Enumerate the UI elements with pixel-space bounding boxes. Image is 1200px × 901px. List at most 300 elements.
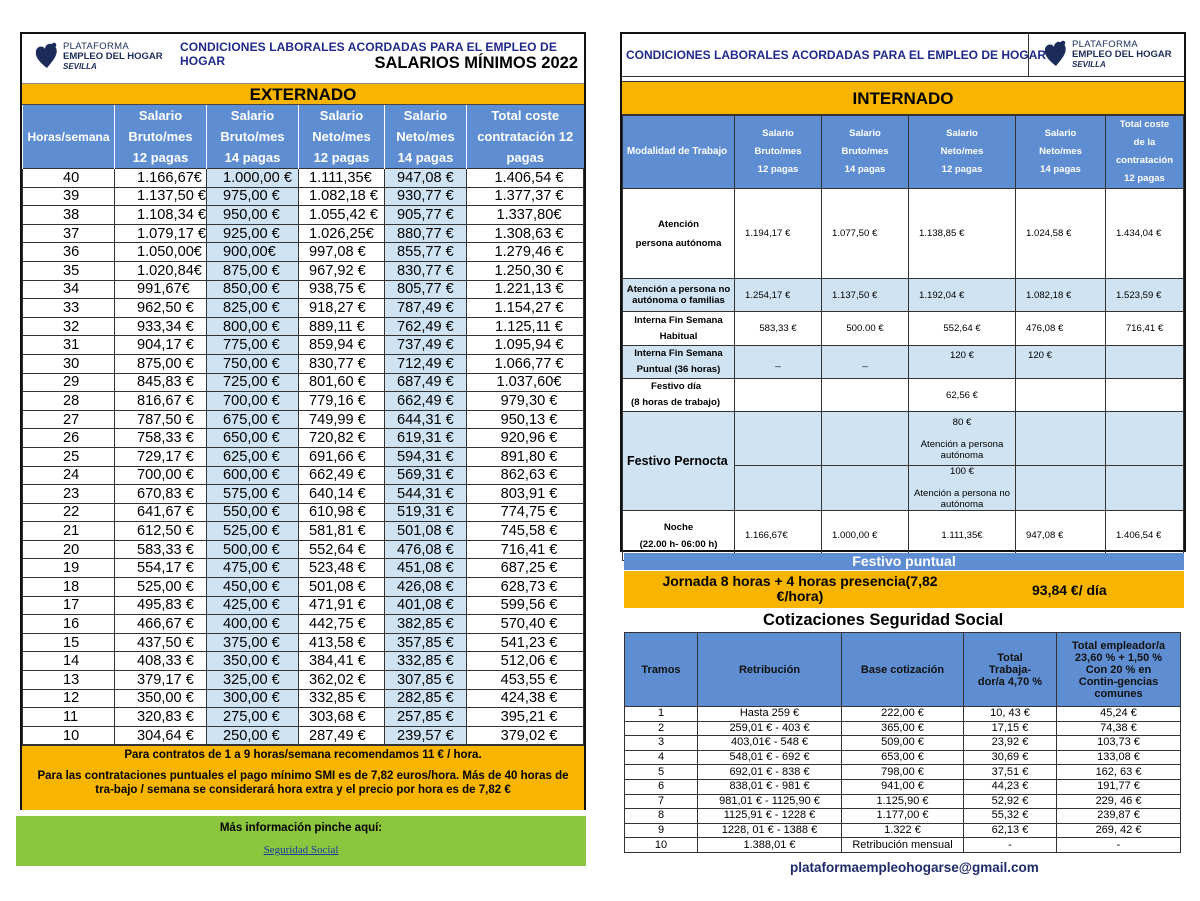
heart-logo-icon — [34, 42, 60, 70]
right-doc-title: CONDICIONES LABORALES ACORDADAS PARA EL EMPLEO DE HOGAR — [626, 48, 1047, 62]
table-row — [625, 838, 1181, 853]
value-cell: 991,67€ — [115, 280, 207, 299]
value-cell: 825,00 € — [206, 299, 298, 318]
value-cell: 320,83 € — [115, 708, 207, 727]
hours-cell: 13 — [23, 671, 115, 690]
value-cell: Hasta 259 € — [698, 707, 842, 722]
logo-line3: SEVILLA — [1072, 60, 1106, 69]
value-cell: 838,01 € - 981 € — [698, 779, 842, 794]
cell — [735, 466, 822, 511]
value-cell: 737,49 € — [384, 336, 466, 355]
col-trabajador: Total Trabaja-dor/a 4,70 % — [964, 633, 1057, 707]
table-row — [23, 261, 584, 280]
hours-cell: 27 — [23, 410, 115, 429]
value-cell: 350,00 € — [206, 652, 298, 671]
value-cell: 644,31 € — [384, 410, 466, 429]
value-cell: 453,55 € — [466, 671, 583, 690]
table-row — [625, 779, 1181, 794]
value-cell: 594,31 € — [384, 447, 466, 466]
value-cell: 403,01€ - 548 € — [698, 736, 842, 751]
more-info-title: Más información pinche aquí: — [219, 822, 383, 834]
value-cell: 162, 63 € — [1057, 765, 1181, 780]
value-cell: 1.406,54 € — [466, 169, 583, 188]
value-cell: 845,83 € — [115, 373, 207, 392]
value-cell: 45,24 € — [1057, 707, 1181, 722]
table-row — [23, 559, 584, 578]
value-cell: 725,00 € — [206, 373, 298, 392]
cell: 1.082,18 € — [1016, 279, 1106, 312]
value-cell: 523,48 € — [298, 559, 384, 578]
internado-panel — [620, 32, 1186, 552]
value-cell: 716,41 € — [466, 540, 583, 559]
value-cell: 55,32 € — [964, 809, 1057, 824]
logo-line3: SEVILLA — [63, 62, 97, 71]
cell: 947,08 € — [1016, 511, 1106, 561]
value-cell: 476,08 € — [384, 540, 466, 559]
value-cell: 619,31 € — [384, 429, 466, 448]
hours-cell: 30 — [23, 354, 115, 373]
hours-cell: 16 — [23, 615, 115, 634]
value-cell: 787,49 € — [384, 299, 466, 318]
value-cell: 1.055,42 € — [298, 206, 384, 225]
hours-cell: 19 — [23, 559, 115, 578]
value-cell: 1.066,77 € — [466, 354, 583, 373]
value-cell: 475,00 € — [206, 559, 298, 578]
value-cell: 670,83 € — [115, 485, 207, 504]
value-cell: 816,67 € — [115, 392, 207, 411]
value-cell: 442,75 € — [298, 615, 384, 634]
value-cell: 44,23 € — [964, 779, 1057, 794]
value-cell: 641,67 € — [115, 503, 207, 522]
value-cell: 525,00 € — [115, 578, 207, 597]
value-cell: 905,77 € — [384, 206, 466, 225]
value-cell: 357,85 € — [384, 633, 466, 652]
value-cell: 1.125,90 € — [842, 794, 964, 809]
value-cell: 500,00 € — [206, 540, 298, 559]
value-cell: 1.000,00 € — [206, 169, 298, 188]
value-cell: 830,77 € — [384, 261, 466, 280]
tramo-cell: 1 — [625, 707, 698, 722]
table-row — [625, 721, 1181, 736]
value-cell: 501,08 € — [298, 578, 384, 597]
value-cell: 774,75 € — [466, 503, 583, 522]
value-cell: 625,00 € — [206, 447, 298, 466]
note-smi: Para las contrataciones puntuales el pago mínimo SMI es de 7,82 euros/hora. Más de 40 horas de tra-bajo / semana se considerará hora extra y el precio por hora es de 7,82 € — [37, 770, 569, 797]
value-cell: 1.322 € — [842, 823, 964, 838]
value-cell: 1.037,60€ — [466, 373, 583, 392]
cell — [1016, 412, 1106, 466]
value-cell: 750,00 € — [206, 354, 298, 373]
value-cell: 548,01 € - 692 € — [698, 750, 842, 765]
table-row — [23, 615, 584, 634]
value-cell: 575,00 € — [206, 485, 298, 504]
cell: 62,56 € — [909, 379, 1016, 412]
value-cell: 1.111,35€ — [298, 169, 384, 188]
value-cell: 451,08 € — [384, 559, 466, 578]
value-cell: 1.377,37 € — [466, 187, 583, 206]
row-fin-semana-habitual — [623, 312, 1184, 346]
value-cell: 975,00 € — [206, 187, 298, 206]
table-row — [23, 726, 584, 745]
cell — [1016, 466, 1106, 511]
row-fin-semana-puntual — [623, 346, 1184, 379]
value-cell: 600,00 € — [206, 466, 298, 485]
value-cell: 947,08 € — [384, 169, 466, 188]
cell — [1106, 379, 1184, 412]
festivo-pernocta-label: Festivo Pernocta — [623, 412, 735, 511]
value-cell: 1.177,00 € — [842, 809, 964, 824]
table-row — [625, 809, 1181, 824]
right-logo-box — [1028, 34, 1184, 76]
value-cell: 1.279,46 € — [466, 243, 583, 262]
table-row — [23, 447, 584, 466]
value-cell: 425,00 € — [206, 596, 298, 615]
col-neto-14: Salario Neto/mes 14 pagas — [384, 105, 466, 169]
value-cell: 979,30 € — [466, 392, 583, 411]
value-cell: 307,85 € — [384, 671, 466, 690]
col-retribucion: Retribución — [698, 633, 842, 707]
value-cell: 830,77 € — [298, 354, 384, 373]
hours-cell: 34 — [23, 280, 115, 299]
plataforma-logo — [34, 42, 163, 72]
table-row — [23, 373, 584, 392]
value-cell: 889,11 € — [298, 317, 384, 336]
hours-cell: 14 — [23, 652, 115, 671]
plataforma-logo — [1043, 40, 1172, 70]
value-cell: 1.166,67€ — [115, 169, 207, 188]
table-row — [625, 750, 1181, 765]
hours-cell: 37 — [23, 224, 115, 243]
cell: 1.138,85 € — [909, 189, 1016, 279]
value-cell: 1.137,50 € — [115, 187, 207, 206]
value-cell: 282,85 € — [384, 689, 466, 708]
value-cell: 544,31 € — [384, 485, 466, 504]
value-cell: 554,17 € — [115, 559, 207, 578]
value-cell: 720,82 € — [298, 429, 384, 448]
hours-cell: 23 — [23, 485, 115, 504]
value-cell: 426,08 € — [384, 578, 466, 597]
value-cell: 400,00 € — [206, 615, 298, 634]
value-cell: 962,50 € — [115, 299, 207, 318]
value-cell: 675,00 € — [206, 410, 298, 429]
hours-cell: 12 — [23, 689, 115, 708]
cell: _ — [735, 346, 822, 379]
value-cell: 1.154,27 € — [466, 299, 583, 318]
more-info-box — [16, 816, 586, 866]
externado-note — [22, 745, 584, 810]
value-cell: 1.388,01 € — [698, 838, 842, 853]
value-cell: 30,69 € — [964, 750, 1057, 765]
table-row — [23, 633, 584, 652]
hours-cell: 18 — [23, 578, 115, 597]
value-cell: 62,13 € — [964, 823, 1057, 838]
value-cell: 275,00 € — [206, 708, 298, 727]
hours-cell: 25 — [23, 447, 115, 466]
table-row — [23, 206, 584, 225]
value-cell: 880,77 € — [384, 224, 466, 243]
row-atencion-no-autonoma — [623, 279, 1184, 312]
left-doc-subtitle: SALARIOS MÍNIMOS 2022 — [374, 54, 578, 72]
hours-cell: 11 — [23, 708, 115, 727]
tramo-cell: 2 — [625, 721, 698, 736]
value-cell: 74,38 € — [1057, 721, 1181, 736]
value-cell: 1125,91 € - 1228 € — [698, 809, 842, 824]
table-row — [625, 794, 1181, 809]
cell: 1.434,04 € — [1106, 189, 1184, 279]
hours-cell: 17 — [23, 596, 115, 615]
value-cell: 805,77 € — [384, 280, 466, 299]
value-cell: 257,85 € — [384, 708, 466, 727]
value-cell: 303,68 € — [298, 708, 384, 727]
cell: 1.000,00 € — [822, 511, 909, 561]
col-total-coste: Total coste contratación 12 pagas — [466, 105, 583, 169]
value-cell: 471,91 € — [298, 596, 384, 615]
value-cell: 653,00 € — [842, 750, 964, 765]
value-cell: 37,51 € — [964, 765, 1057, 780]
value-cell: 1.221,13 € — [466, 280, 583, 299]
logo-line2: EMPLEO DEL HOGAR — [63, 51, 163, 62]
value-cell: 920,96 € — [466, 429, 583, 448]
value-cell: 599,56 € — [466, 596, 583, 615]
value-cell: 379,17 € — [115, 671, 207, 690]
table-row — [23, 708, 584, 727]
value-cell: 758,33 € — [115, 429, 207, 448]
value-cell: 938,75 € — [298, 280, 384, 299]
hours-cell: 10 — [23, 726, 115, 745]
table-row — [625, 736, 1181, 751]
value-cell: 325,00 € — [206, 671, 298, 690]
left-header — [22, 34, 584, 84]
value-cell: 1228, 01 € - 1388 € — [698, 823, 842, 838]
value-cell: 23,92 € — [964, 736, 1057, 751]
festivo-puntual-value: 93,84 €/ día — [1032, 582, 1107, 598]
table-row — [23, 485, 584, 504]
value-cell: 512,06 € — [466, 652, 583, 671]
cell: 1.024,58 € — [1016, 189, 1106, 279]
hours-cell: 20 — [23, 540, 115, 559]
value-cell: 967,92 € — [298, 261, 384, 280]
cell: 1.254,17 € — [735, 279, 822, 312]
value-cell: 650,00 € — [206, 429, 298, 448]
value-cell: 583,33 € — [115, 540, 207, 559]
value-cell: 466,67 € — [115, 615, 207, 634]
internado-title: INTERNADO — [622, 81, 1184, 115]
cell — [735, 379, 822, 412]
value-cell: 525,00 € — [206, 522, 298, 541]
value-cell: 229, 46 € — [1057, 794, 1181, 809]
value-cell: 1.050,00€ — [115, 243, 207, 262]
value-cell: 222,00 € — [842, 707, 964, 722]
value-cell: 700,00 € — [206, 392, 298, 411]
value-cell: 875,00 € — [115, 354, 207, 373]
col-neto-12: Salario Neto/mes 12 pagas — [909, 116, 1016, 189]
value-cell: 925,00 € — [206, 224, 298, 243]
hours-cell: 39 — [23, 187, 115, 206]
col-bruto-12: Salario Bruto/mes 12 pagas — [115, 105, 207, 169]
value-cell: - — [1057, 838, 1181, 853]
tramo-cell: 3 — [625, 736, 698, 751]
value-cell: 801,60 € — [298, 373, 384, 392]
festivo-puntual-header: Festivo puntual — [624, 553, 1184, 570]
value-cell: 191,77 € — [1057, 779, 1181, 794]
value-cell: 798,00 € — [842, 765, 964, 780]
tramo-cell: 4 — [625, 750, 698, 765]
value-cell: 375,00 € — [206, 633, 298, 652]
value-cell: 779,16 € — [298, 392, 384, 411]
value-cell: 259,01 € - 403 € — [698, 721, 842, 736]
cell: 1.077,50 € — [822, 189, 909, 279]
col-bruto-14: Salario Bruto/mes 14 pagas — [206, 105, 298, 169]
value-cell: 413,58 € — [298, 633, 384, 652]
table-row — [625, 823, 1181, 838]
col-tramos: Tramos — [625, 633, 698, 707]
cell: 552,64 € — [909, 312, 1016, 346]
table-row — [23, 169, 584, 188]
value-cell: 552,64 € — [298, 540, 384, 559]
value-cell: 550,00 € — [206, 503, 298, 522]
table-row — [23, 522, 584, 541]
value-cell: 997,08 € — [298, 243, 384, 262]
value-cell: 133,08 € — [1057, 750, 1181, 765]
table-row — [23, 503, 584, 522]
value-cell: 570,40 € — [466, 615, 583, 634]
value-cell: Retribución mensual — [842, 838, 964, 853]
seguridad-social-link[interactable]: Seguridad Social — [263, 844, 339, 856]
cell — [822, 379, 909, 412]
value-cell: 541,23 € — [466, 633, 583, 652]
table-row — [23, 578, 584, 597]
value-cell: 875,00 € — [206, 261, 298, 280]
value-cell: 640,14 € — [298, 485, 384, 504]
col-neto-14: Salario Neto/mes 14 pagas — [1016, 116, 1106, 189]
table-row — [23, 317, 584, 336]
value-cell: 424,38 € — [466, 689, 583, 708]
table-row — [23, 299, 584, 318]
cell: 476,08 € — [1016, 312, 1106, 346]
value-cell: 904,17 € — [115, 336, 207, 355]
value-cell: 745,58 € — [466, 522, 583, 541]
value-cell: 712,49 € — [384, 354, 466, 373]
cell: 1.166,67€ — [735, 511, 822, 561]
pernocta-autonoma-cell: 80 € Atención a persona autónoma — [909, 412, 1016, 466]
festivo-puntual-row — [624, 571, 1184, 608]
hours-cell: 35 — [23, 261, 115, 280]
cell — [735, 412, 822, 466]
cell — [1106, 412, 1184, 466]
value-cell: 662,49 € — [298, 466, 384, 485]
internado-table — [622, 115, 1184, 561]
value-cell: 692,01 € - 838 € — [698, 765, 842, 780]
cotizaciones-title: Cotizaciones Seguridad Social — [763, 611, 1004, 629]
value-cell: 382,85 € — [384, 615, 466, 634]
hours-cell: 36 — [23, 243, 115, 262]
value-cell: 519,31 € — [384, 503, 466, 522]
tramo-cell: 5 — [625, 765, 698, 780]
value-cell: 350,00 € — [115, 689, 207, 708]
row-label: Interna Fin Semana Habitual — [623, 312, 735, 346]
value-cell: 239,87 € — [1057, 809, 1181, 824]
value-cell: 612,50 € — [115, 522, 207, 541]
value-cell: 662,49 € — [384, 392, 466, 411]
cell: 1.111,35€ — [909, 511, 1016, 561]
value-cell: 850,00 € — [206, 280, 298, 299]
heart-logo-icon — [1043, 40, 1069, 68]
value-cell: 691,66 € — [298, 447, 384, 466]
value-cell: 304,64 € — [115, 726, 207, 745]
row-label: Noche (22.00 h- 06:00 h) — [623, 511, 735, 561]
hours-cell: 24 — [23, 466, 115, 485]
value-cell: 379,02 € — [466, 726, 583, 745]
hours-cell: 15 — [23, 633, 115, 652]
value-cell: 1.337,80€ — [466, 206, 583, 225]
value-cell: 1.308,63 € — [466, 224, 583, 243]
row-label: Atención persona autónoma — [623, 189, 735, 279]
col-horas: Horas/semana — [23, 105, 115, 169]
externado-title: EXTERNADO — [22, 84, 584, 105]
value-cell: 1.250,30 € — [466, 261, 583, 280]
row-label: Festivo día (8 horas de trabajo) — [623, 379, 735, 412]
value-cell: 365,00 € — [842, 721, 964, 736]
table-row — [23, 429, 584, 448]
hours-cell: 38 — [23, 206, 115, 225]
right-header — [622, 34, 1184, 77]
hours-cell: 40 — [23, 169, 115, 188]
table-row — [23, 410, 584, 429]
value-cell: 775,00 € — [206, 336, 298, 355]
tramo-cell: 10 — [625, 838, 698, 853]
hours-cell: 29 — [23, 373, 115, 392]
table-row — [23, 336, 584, 355]
col-bruto-14: Salario Bruto/mes 14 pagas — [822, 116, 909, 189]
value-cell: 1.108,34 € — [115, 206, 207, 225]
cell — [822, 412, 909, 466]
value-cell: - — [964, 838, 1057, 853]
value-cell: 950,00 € — [206, 206, 298, 225]
note-hourly: Para contratos de 1 a 9 horas/semana recomendamos 11 € / hora. — [124, 749, 482, 762]
table-row — [23, 540, 584, 559]
cell: 1.194,17 € — [735, 189, 822, 279]
value-cell: 1.020,84€ — [115, 261, 207, 280]
value-cell: 362,02 € — [298, 671, 384, 690]
row-festivo-pernocta-a — [623, 412, 1184, 466]
value-cell: 1.125,11 € — [466, 317, 583, 336]
value-cell: 855,77 € — [384, 243, 466, 262]
logo-line1: PLATAFORMA — [1072, 39, 1138, 50]
value-cell: 610,98 € — [298, 503, 384, 522]
col-modalidad: Modalidad de Trabajo — [623, 116, 735, 189]
col-empleador: Total empleador/a 23,60 % + 1,50 % Con 20 % en Contin-gencias comunes — [1057, 633, 1181, 707]
table-row — [23, 596, 584, 615]
value-cell: 501,08 € — [384, 522, 466, 541]
value-cell: 401,08 € — [384, 596, 466, 615]
value-cell: 762,49 € — [384, 317, 466, 336]
cotizaciones-table — [624, 632, 1181, 853]
cell: 120 € — [909, 346, 1016, 379]
value-cell: 628,73 € — [466, 578, 583, 597]
cell: 120 € — [1016, 346, 1106, 379]
cell: 1.523,59 € — [1106, 279, 1184, 312]
tramo-cell: 8 — [625, 809, 698, 824]
value-cell: 941,00 € — [842, 779, 964, 794]
value-cell: 687,25 € — [466, 559, 583, 578]
hours-cell: 28 — [23, 392, 115, 411]
col-neto-12: Salario Neto/mes 12 pagas — [298, 105, 384, 169]
cell: _ — [822, 346, 909, 379]
cell: 1.192,04 € — [909, 279, 1016, 312]
value-cell: 803,91 € — [466, 485, 583, 504]
value-cell: 800,00 € — [206, 317, 298, 336]
table-row — [23, 224, 584, 243]
